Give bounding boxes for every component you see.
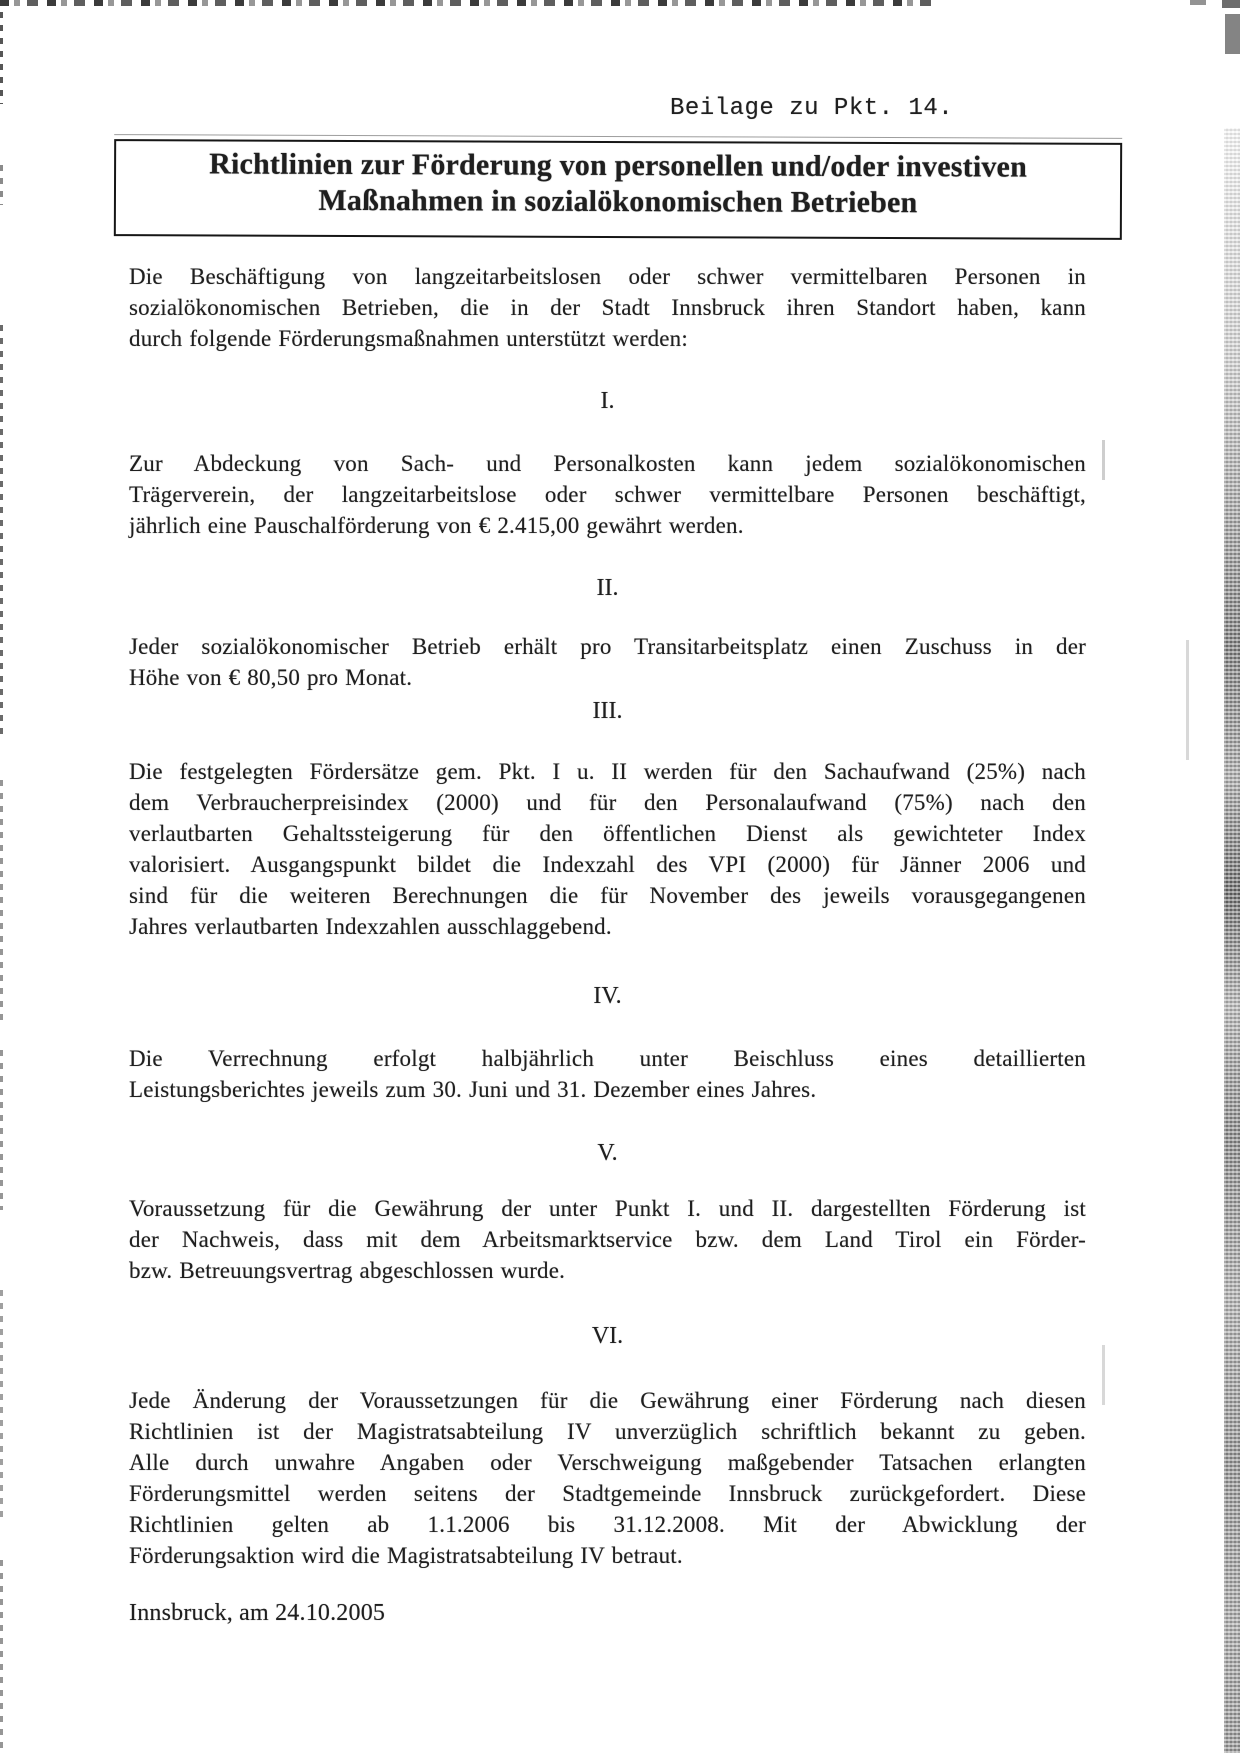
scan-artifact-left-edge [0, 12, 3, 104]
document-title-line1: Richtlinien zur Förderung von personellen und/oder investiven [209, 147, 1028, 184]
section-heading-II: II. [596, 575, 619, 601]
scan-noise-right-blob [1225, 14, 1240, 54]
section-VI-paragraph: Jede Änderung der Voraussetzungen für die Gewährung einer Förderung nach diesen Richtlinien ist der Magistratsabteilung IV unverzüglich schriftlich bekannt zu geben. Alle durch unwahre Angaben oder Verschweigung maßgebender Tatsachen erlangten Förderungsmittel werden seitens der Stadtgemeinde Innsbruck zurückgefordert. Diese Richtlinien gelten ab 1.1.2006 bis 31.12.2008. Mit der Abwicklung der Förderungsaktion wird die Magistratsabteilung IV betraut. [129, 1388, 1086, 1568]
scan-artifact-left-edge [0, 165, 3, 205]
scan-artifact-left-edge [0, 1290, 3, 1520]
scan-artifact-left-edge [0, 325, 3, 735]
scan-artifact-left-edge [0, 1050, 3, 1210]
section-I-paragraph: Zur Abdeckung von Sach- und Personalkosten kann jedem sozialökonomischen Trägerverein, der langzeitarbeitslose oder schwer vermittelbare Personen beschäftigt, jährlich eine Pauschalförderung von € 2.415,00 gewährt werden. [129, 451, 1086, 538]
section-II-paragraph: Jeder sozialökonomischer Betrieb erhält pro Transitarbeitsplatz einen Zuschuss in der Höhe von € 80,50 pro Monat. [129, 634, 1086, 690]
section-V-paragraph: Voraussetzung für die Gewährung der unter Punkt I. und II. dargestellten Förderung ist der Nachweis, dass mit dem Arbeitsmarktservice bzw. dem Land Tirol ein Förder- bzw. Betreuungsvertrag abgeschlossen wurde. [129, 1196, 1086, 1283]
scan-fleck [1102, 1345, 1105, 1405]
section-IV-paragraph: Die Verrechnung erfolgt halbjährlich unter Beischluss eines detaillierten Leistungsberichtes jeweils zum 30. Juni und 31. Dezember eines Jahres. [129, 1046, 1086, 1102]
section-heading-V: V. [597, 1140, 618, 1166]
attachment-note: Beilage zu Pkt. 14. [670, 95, 954, 122]
document-title-line2: Maßnahmen in sozialökonomischen Betrieben [318, 183, 918, 220]
section-III-paragraph: Die festgelegten Fördersätze gem. Pkt. I u. II werden für den Sachaufwand (25%) nach dem Verbraucherpreisindex (2000) und für den Personalaufwand (75%) nach den verlautbarten Gehaltssteigerung für den öffentlichen Dienst als gewichteter Index valorisiert. Ausgangspunkt bildet die Indexzahl des VPI (2000) für Jänner 2006 und sind für die weiteren Berechnungen die für November des jeweils vorausgegangenen Jahres verlautbarten Indexzahlen ausschlaggebend. [129, 759, 1086, 939]
scan-noise-right-edge [1224, 128, 1240, 1753]
scan-artifact-left-edge [0, 780, 3, 1020]
scan-artifact-top-mark [1190, 0, 1206, 5]
scan-fleck [1102, 440, 1105, 480]
section-heading-VI: VI. [591, 1323, 624, 1349]
place-date-line: Innsbruck, am 24.10.2005 [129, 1600, 386, 1626]
document-title-box [114, 139, 1122, 240]
scan-artifact-top-edge [0, 0, 938, 6]
section-heading-IV: IV. [593, 983, 622, 1009]
scan-fleck [1186, 640, 1189, 760]
intro-paragraph: Die Beschäftigung von langzeitarbeitslosen oder schwer vermittelbaren Personen in sozialökonomischen Betrieben, die in der Stadt Innsbruck ihren Standort haben, kann durch folgende Förderungsmaßnahmen unterstützt werden: [129, 264, 1086, 351]
section-heading-I: I. [600, 388, 615, 414]
scan-artifact-left-edge [0, 1560, 3, 1750]
scan-artifact-top-corner-mark [1222, 0, 1240, 8]
section-heading-III: III. [592, 698, 623, 724]
